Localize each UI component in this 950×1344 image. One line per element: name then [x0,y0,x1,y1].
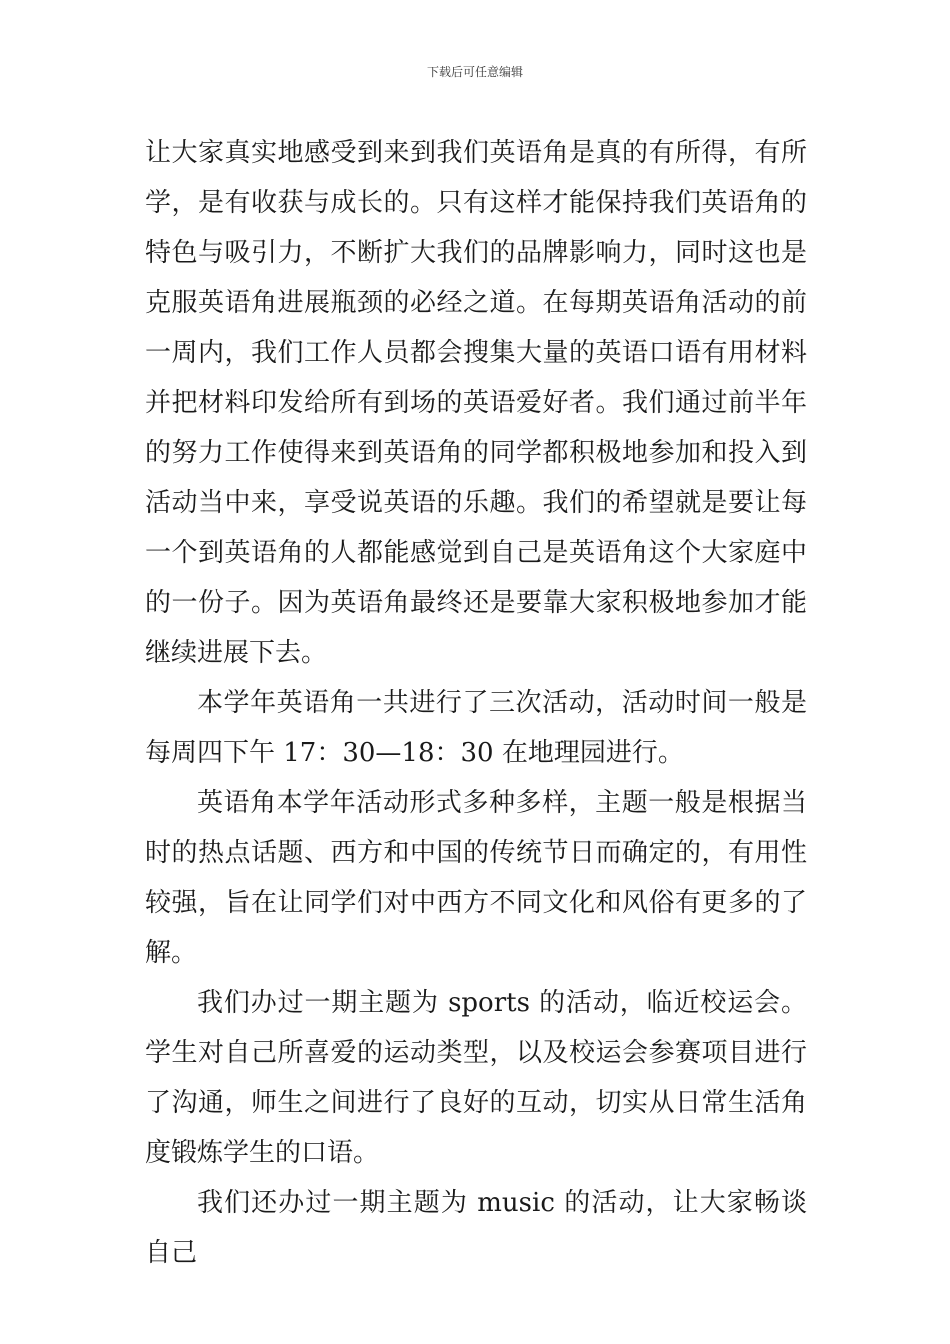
paragraph-continued: 让大家真实地感受到来到我们英语角是真的有所得，有所学，是有收获与成长的。只有这样才能保持我们英语角的特色与吸引力，不断扩大我们的品牌影响力，同时这也是克服英语角进展瓶颈的必经之道。在每期英语角活动的前一周内，我们工作人员都会搜集大量的英语口语有用材料并把材料印发给所有到场的英语爱好者。我们通过前半年的努力工作使得来到英语角的同学都积极地参加和投入到活动当中来，享受说英语的乐趣。我们的希望就是要让每一个到英语角的人都能感觉到自己是英语角这个大家庭中的一份子。因为英语角最终还是要靠大家积极地参加才能继续进展下去。 [145,138,807,668]
paragraph-activity-forms: 英语角本学年活动形式多种多样，主题一般是根据当时的热点话题、西方和中国的传统节日而确定的，有用性较强，旨在让同学们对中西方不同文化和风俗有更多的了解。 [145,788,807,968]
document-body [145,128,807,1278]
paragraph-sports-theme: 我们办过一期主题为 sports 的活动，临近校运会。学生对自己所喜爱的运动类型，以及校运会参赛项目进行了沟通，师生之间进行了良好的互动，切实从日常生活角度锻炼学生的口语。 [145,988,807,1168]
page-header: 下载后可任意编辑 [426,65,523,79]
paragraph-music-theme: 我们还办过一期主题为 music 的活动，让大家畅谈自己 [145,1188,807,1268]
paragraph-schedule: 本学年英语角一共进行了三次活动，活动时间一般是每周四下午 17：30—18：30 在地理园进行。 [145,688,807,768]
